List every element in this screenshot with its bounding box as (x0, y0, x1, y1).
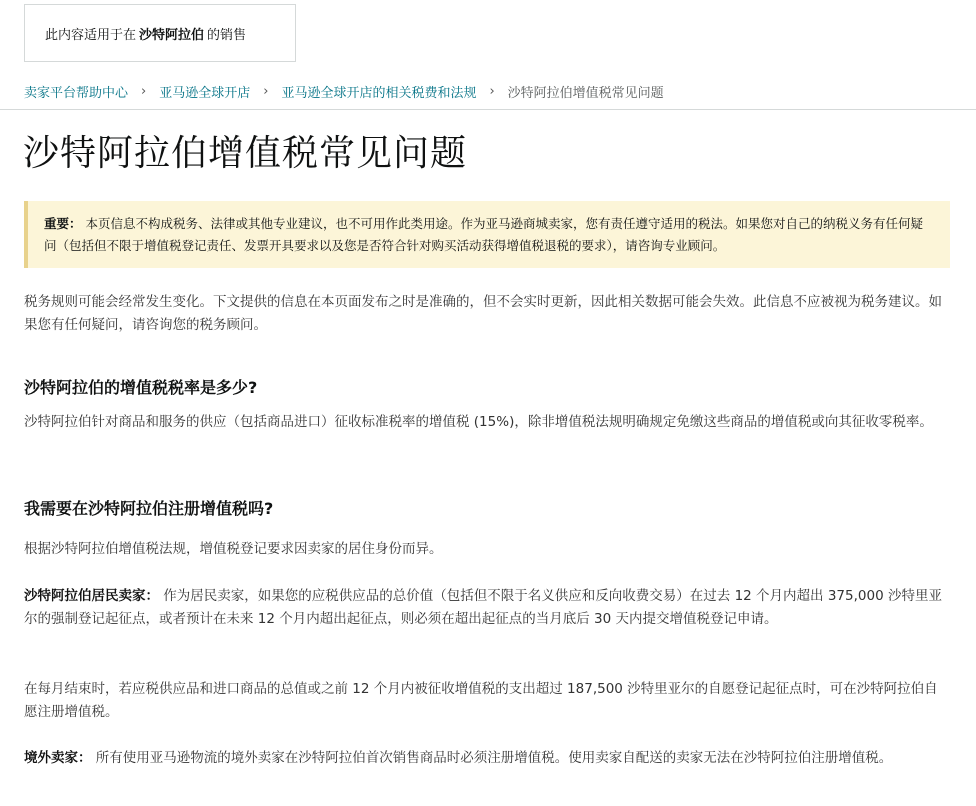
heading-vat-registration: 我需要在沙特阿拉伯注册增值税吗? (24, 499, 274, 518)
resident-seller-paragraph (24, 585, 944, 631)
foreign-seller-paragraph (24, 747, 944, 770)
page-title: 沙特阿拉伯增值税常见问题 (23, 133, 468, 174)
chevron-right-icon: › (141, 84, 147, 99)
important-alert (24, 201, 950, 268)
availability-prefix: 此内容适用于在 (45, 27, 137, 43)
registration-intro-paragraph: 根据沙特阿拉伯增值税法规，增值税登记要求因卖家的居住身份而异。 (24, 541, 443, 557)
breadcrumb (24, 82, 664, 101)
alert-text: 本页信息不构成税务、法律或其他专业建议，也不可用作此类用途。作为亚马逊商城卖家，您有责任遵守适用的税法。如果您对自己的纳税义务有任何疑问（包括但不限于增值税登记责任、发票开具要求以及您是否符合针对购买活动获得增值税退税的要求），请咨询专业顾问。 (44, 216, 924, 253)
vat-rate-paragraph: 沙特阿拉伯针对商品和服务的供应（包括商品进口）征收标准税率的增值税 (15%)，除非增值税法规明确规定免缴这些商品的增值税或向其征收零税率。 (24, 414, 933, 430)
breadcrumb-current: 沙特阿拉伯增值税常见问题 (507, 86, 664, 101)
chevron-right-icon: › (489, 84, 495, 99)
heading-vat-rate: 沙特阿拉伯的增值税税率是多少? (24, 378, 258, 397)
voluntary-registration-paragraph: 在每月结束时，若应税供应品和进口商品的总值或之前 12 个月内被征收增值税的支出超过 187,500 沙特里亚尔的自愿登记起征点时，可在沙特阿拉伯自愿注册增值税。 (24, 681, 938, 720)
intro-paragraph: 税务规则可能会经常发生变化。下文提供的信息在本页面发布之时是准确的，但不会实时更新，因此相关数据可能会失效。此信息不应被视为税务建议。如果您有任何疑问，请咨询您的税务顾问。 (24, 294, 942, 333)
alert-label: 重要： (44, 216, 82, 231)
breadcrumb-link-tax-regulations[interactable]: 亚马逊全球开店的相关税费和法规 (281, 86, 477, 101)
foreign-seller-text: 所有使用亚马逊物流的境外卖家在沙特阿拉伯首次销售商品时必须注册增值税。使用卖家自配送的卖家无法在沙特阿拉伯注册增值税。 (95, 750, 893, 766)
availability-notice (24, 4, 296, 62)
divider (0, 109, 976, 110)
foreign-seller-label: 境外卖家： (24, 750, 92, 766)
breadcrumb-link-global-selling[interactable]: 亚马逊全球开店 (159, 86, 251, 101)
resident-seller-text: 作为居民卖家，如果您的应税供应品的总价值（包括但不限于名义供应和反向收费交易）在过去 12 个月内超出 375,000 沙特里亚尔的强制登记起征点，或者预计在未来 12 个月内超出起征点，则必须在超出起征点的当月底后 30 天内提交增值税登记申请。 (24, 588, 942, 627)
breadcrumb-link-help-center[interactable]: 卖家平台帮助中心 (24, 86, 129, 101)
resident-seller-label: 沙特阿拉伯居民卖家： (24, 588, 159, 604)
availability-suffix: 的销售 (207, 27, 247, 43)
availability-country: 沙特阿拉伯 (139, 27, 205, 43)
chevron-right-icon: › (263, 84, 269, 99)
